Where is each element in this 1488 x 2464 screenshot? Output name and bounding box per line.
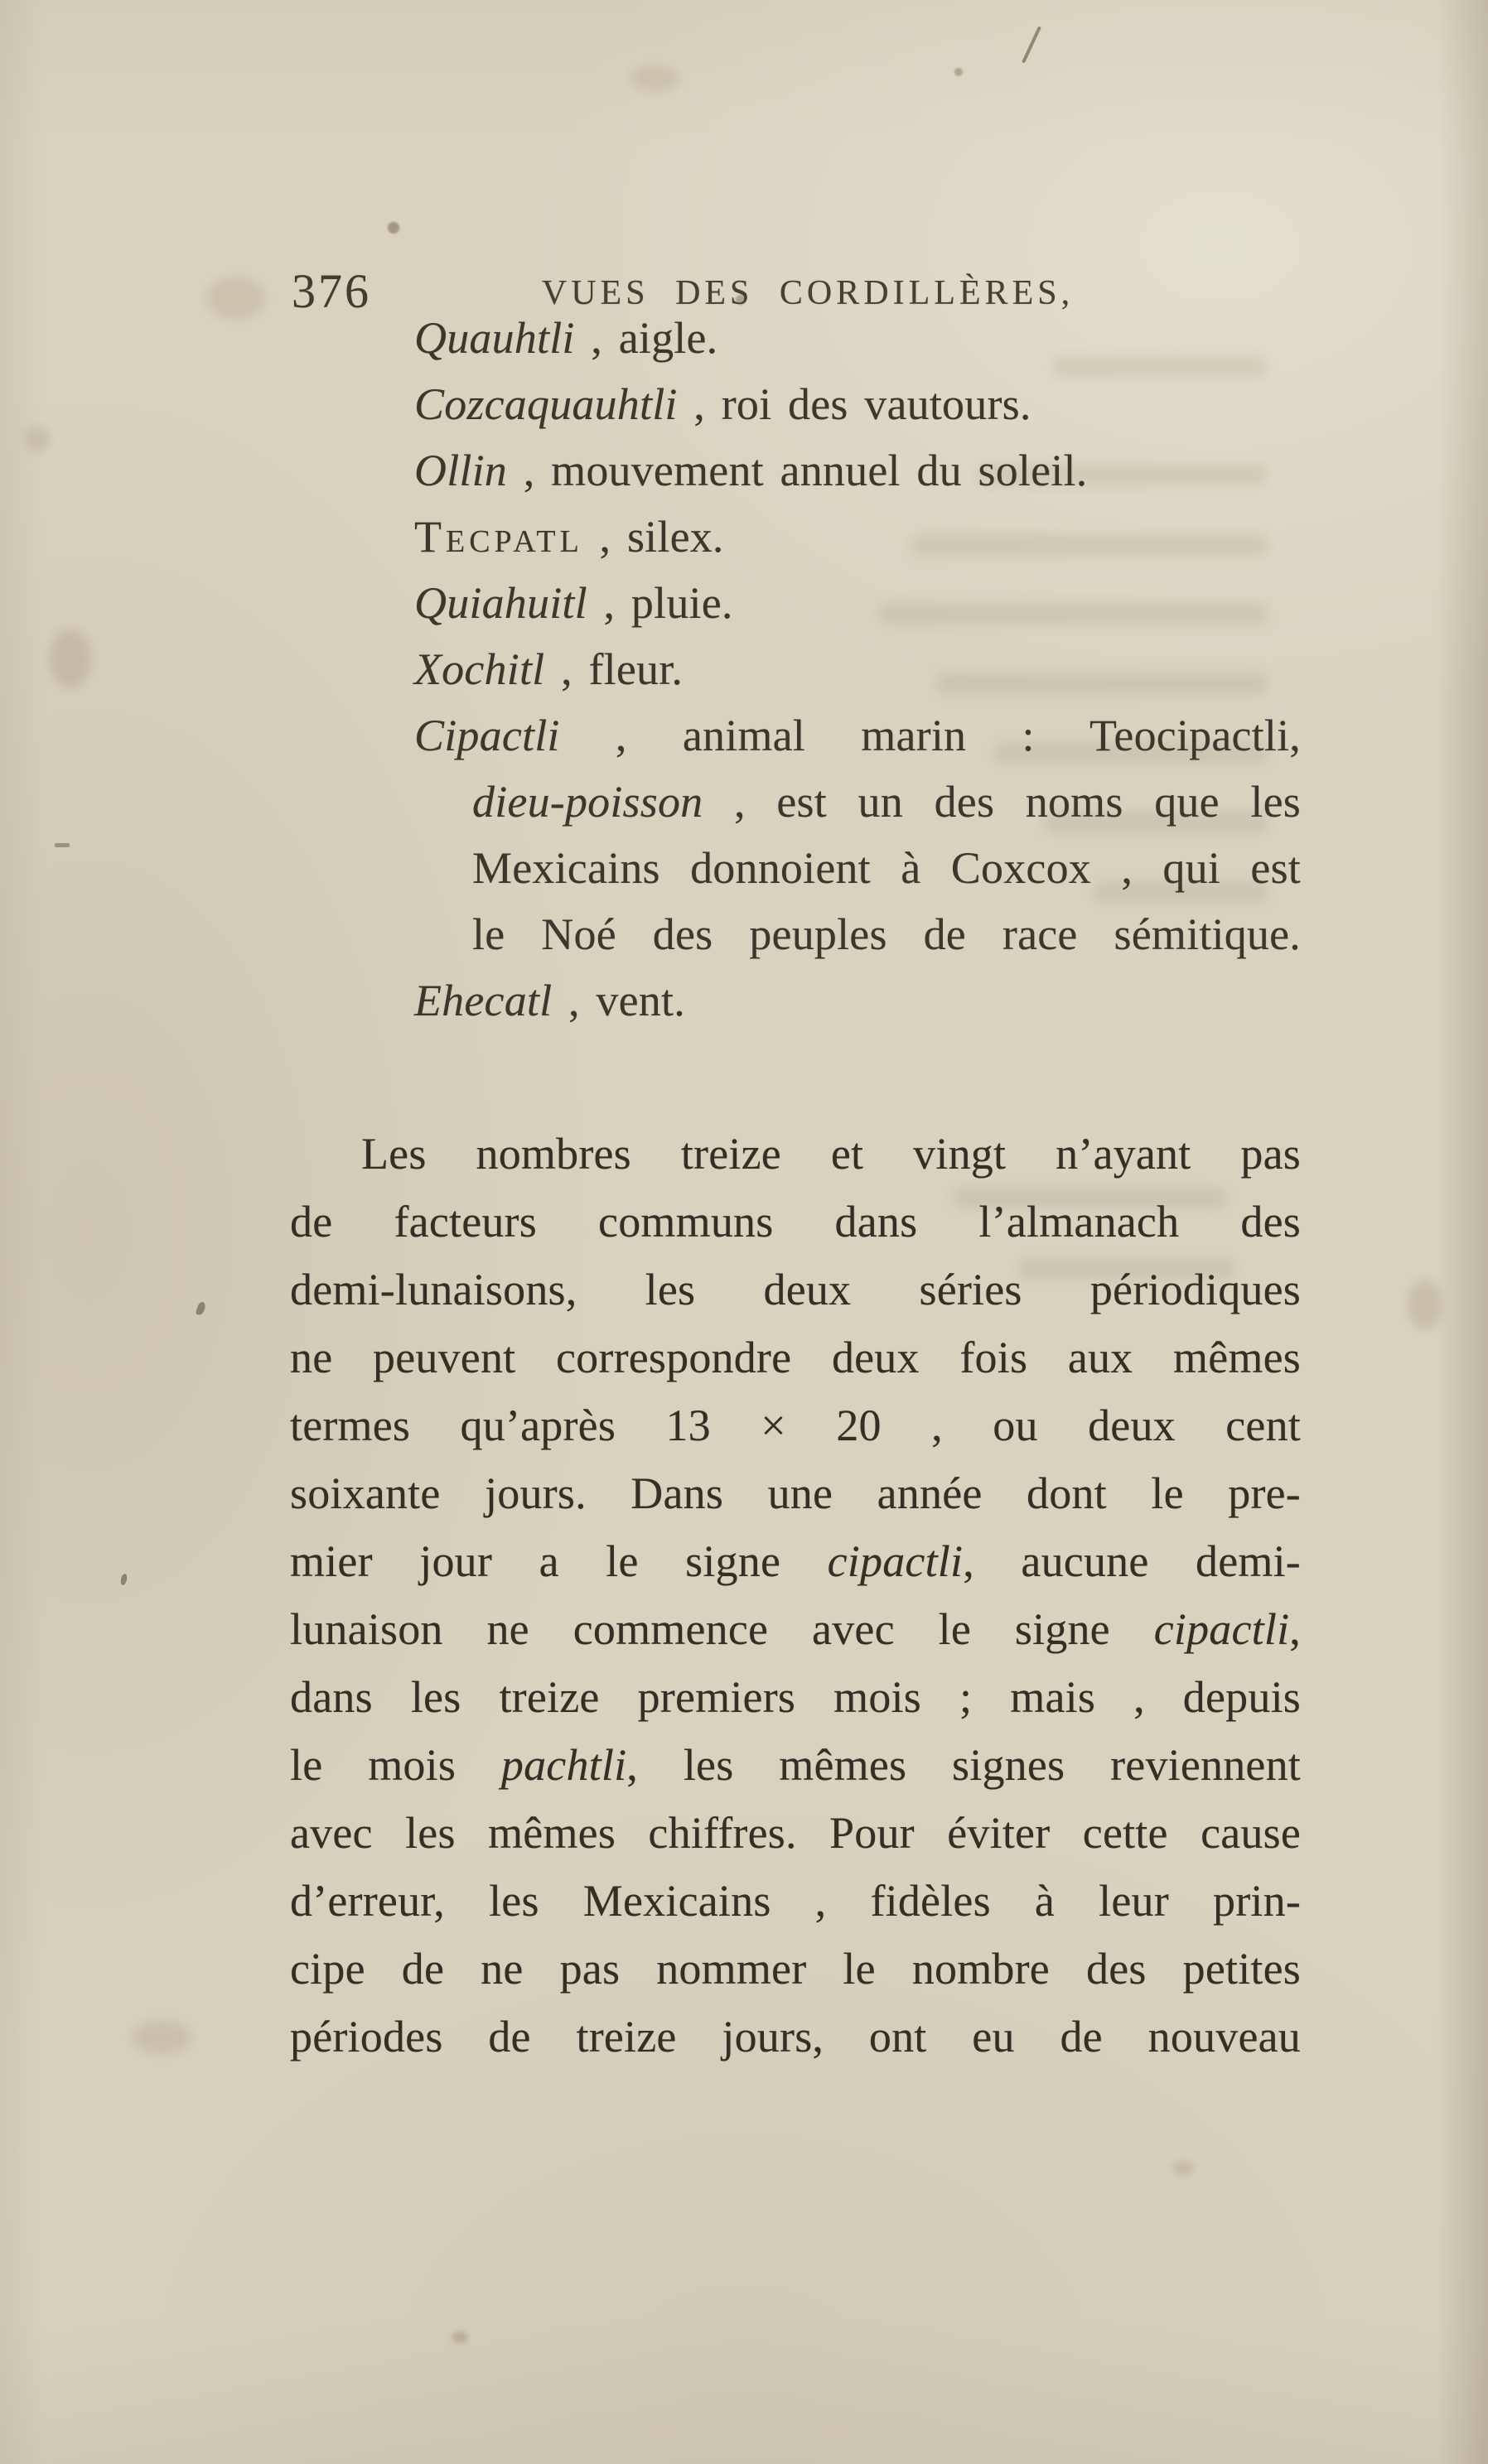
text-segment-roman: , aigle. <box>574 313 718 363</box>
text-line <box>414 437 1301 504</box>
marginal-comma-mark <box>196 1301 207 1316</box>
text-segment-italic: Quiahuitl <box>414 578 587 628</box>
text-line <box>290 2003 1301 2071</box>
paper-stain <box>133 2021 191 2054</box>
text-segment-roman: d’erreur, les Mexicains , fidèles à leur prin- <box>290 1876 1301 1926</box>
paper-stain <box>25 427 50 451</box>
text-line <box>290 1120 1301 1188</box>
text-segment-roman: lunaison ne commence avec le signe <box>290 1604 1154 1654</box>
text-segment-roman: , roi des vautours. <box>677 379 1031 429</box>
text-segment-roman: mier jour a le signe <box>290 1536 828 1586</box>
text-segment-roman: , vent. <box>552 976 685 1025</box>
page-number: 376 <box>292 264 371 318</box>
text-line <box>414 702 1301 769</box>
text-line <box>290 1459 1301 1527</box>
text-line <box>414 504 1301 570</box>
running-title: VUES DES CORDILLÈRES, <box>541 274 1075 312</box>
text-segment-roman: , pluie. <box>587 578 733 628</box>
text-line <box>290 1663 1301 1731</box>
text-line <box>472 901 1301 967</box>
text-segment-smallcaps: Tecpatl <box>414 512 583 562</box>
text-line <box>290 1391 1301 1459</box>
text-line <box>414 636 1301 702</box>
text-segment-roman: périodes de treize jours, ont eu de nouveau <box>290 2012 1301 2061</box>
text-segment-roman: le Noé des peuples de race sémitique. <box>472 909 1301 959</box>
text-segment-roman: , est un des noms que les <box>703 777 1301 827</box>
text-segment-roman: , <box>1289 1604 1301 1654</box>
text-segment-roman: avec les mêmes chiffres. Pour éviter cette cause <box>290 1808 1301 1858</box>
text-line <box>290 1188 1301 1256</box>
text-line <box>290 1867 1301 1935</box>
text-segment-roman: , aucune demi- <box>963 1536 1301 1586</box>
text-segment-italic: Cozcaquauhtli <box>414 379 678 429</box>
text-segment-roman: demi-lunaisons, les deux séries périodiques <box>290 1265 1301 1314</box>
text-segment-italic: Ollin <box>414 446 508 495</box>
text-segment-roman: , mouvement annuel du soleil. <box>507 446 1088 495</box>
text-segment-italic: cipactli <box>827 1536 964 1586</box>
text-segment-roman: soixante jours. Dans une année dont le pre- <box>290 1468 1301 1518</box>
text-line <box>290 1527 1301 1595</box>
text-segment-roman: Les nombres treize et vingt n’ayant pas <box>361 1129 1301 1179</box>
text-segment-roman: , fleur. <box>544 644 684 694</box>
paper-stain <box>630 66 679 91</box>
text-line <box>290 1935 1301 2003</box>
text-segment-italic: Xochitl <box>414 644 545 694</box>
text-line <box>290 1324 1301 1391</box>
marginal-dash-mark <box>55 843 70 847</box>
text-segment-italic: dieu-poisson <box>472 777 703 827</box>
marginal-apostrophe-mark <box>120 1573 128 1585</box>
text-line <box>414 371 1301 437</box>
text-line <box>414 570 1301 636</box>
pen-slash-mark <box>1022 26 1041 63</box>
text-segment-italic: pachtli <box>500 1740 627 1790</box>
paper-stain <box>452 2331 468 2343</box>
text-segment-roman: , les mêmes signes reviennent <box>626 1740 1301 1790</box>
paper-stain <box>1408 1280 1442 1329</box>
text-segment-italic: Quauhtli <box>414 313 575 363</box>
paper-stain <box>50 629 91 687</box>
text-line <box>472 769 1301 835</box>
text-segment-italic: Ehecatl <box>414 976 553 1025</box>
body-paragraph <box>290 1120 1301 2071</box>
text-segment-roman: de facteurs communs dans l’almanach des <box>290 1197 1301 1246</box>
text-segment-roman: termes qu’après 13 × 20 , ou deux cent <box>290 1401 1301 1450</box>
text-line <box>290 1799 1301 1867</box>
text-segment-roman: ne peuvent correspondre deux fois aux mêmes <box>290 1333 1301 1382</box>
paper-stain <box>954 68 963 76</box>
text-line <box>290 1731 1301 1799</box>
text-segment-roman: Mexicains donnoient à Coxcox , qui est <box>472 843 1301 893</box>
text-segment-roman: cipe de ne pas nommer le nombre des petites <box>290 1944 1301 1994</box>
text-segment-italic: cipactli <box>1153 1604 1290 1654</box>
text-segment-roman: le mois <box>290 1740 501 1790</box>
paper-stain <box>1172 2162 1194 2175</box>
text-line <box>414 305 1301 371</box>
paper-stain <box>388 222 399 234</box>
text-line <box>290 1595 1301 1663</box>
text-line <box>472 835 1301 901</box>
text-line <box>414 967 1301 1034</box>
text-line <box>290 1256 1301 1324</box>
text-segment-roman: dans les treize premiers mois ; mais , depuis <box>290 1672 1301 1722</box>
text-segment-roman: , silex. <box>582 512 724 562</box>
text-segment-roman: , animal marin : Teocipactli, <box>559 711 1301 760</box>
glossary-list <box>414 305 1301 1034</box>
text-segment-italic: Cipactli <box>414 711 560 760</box>
